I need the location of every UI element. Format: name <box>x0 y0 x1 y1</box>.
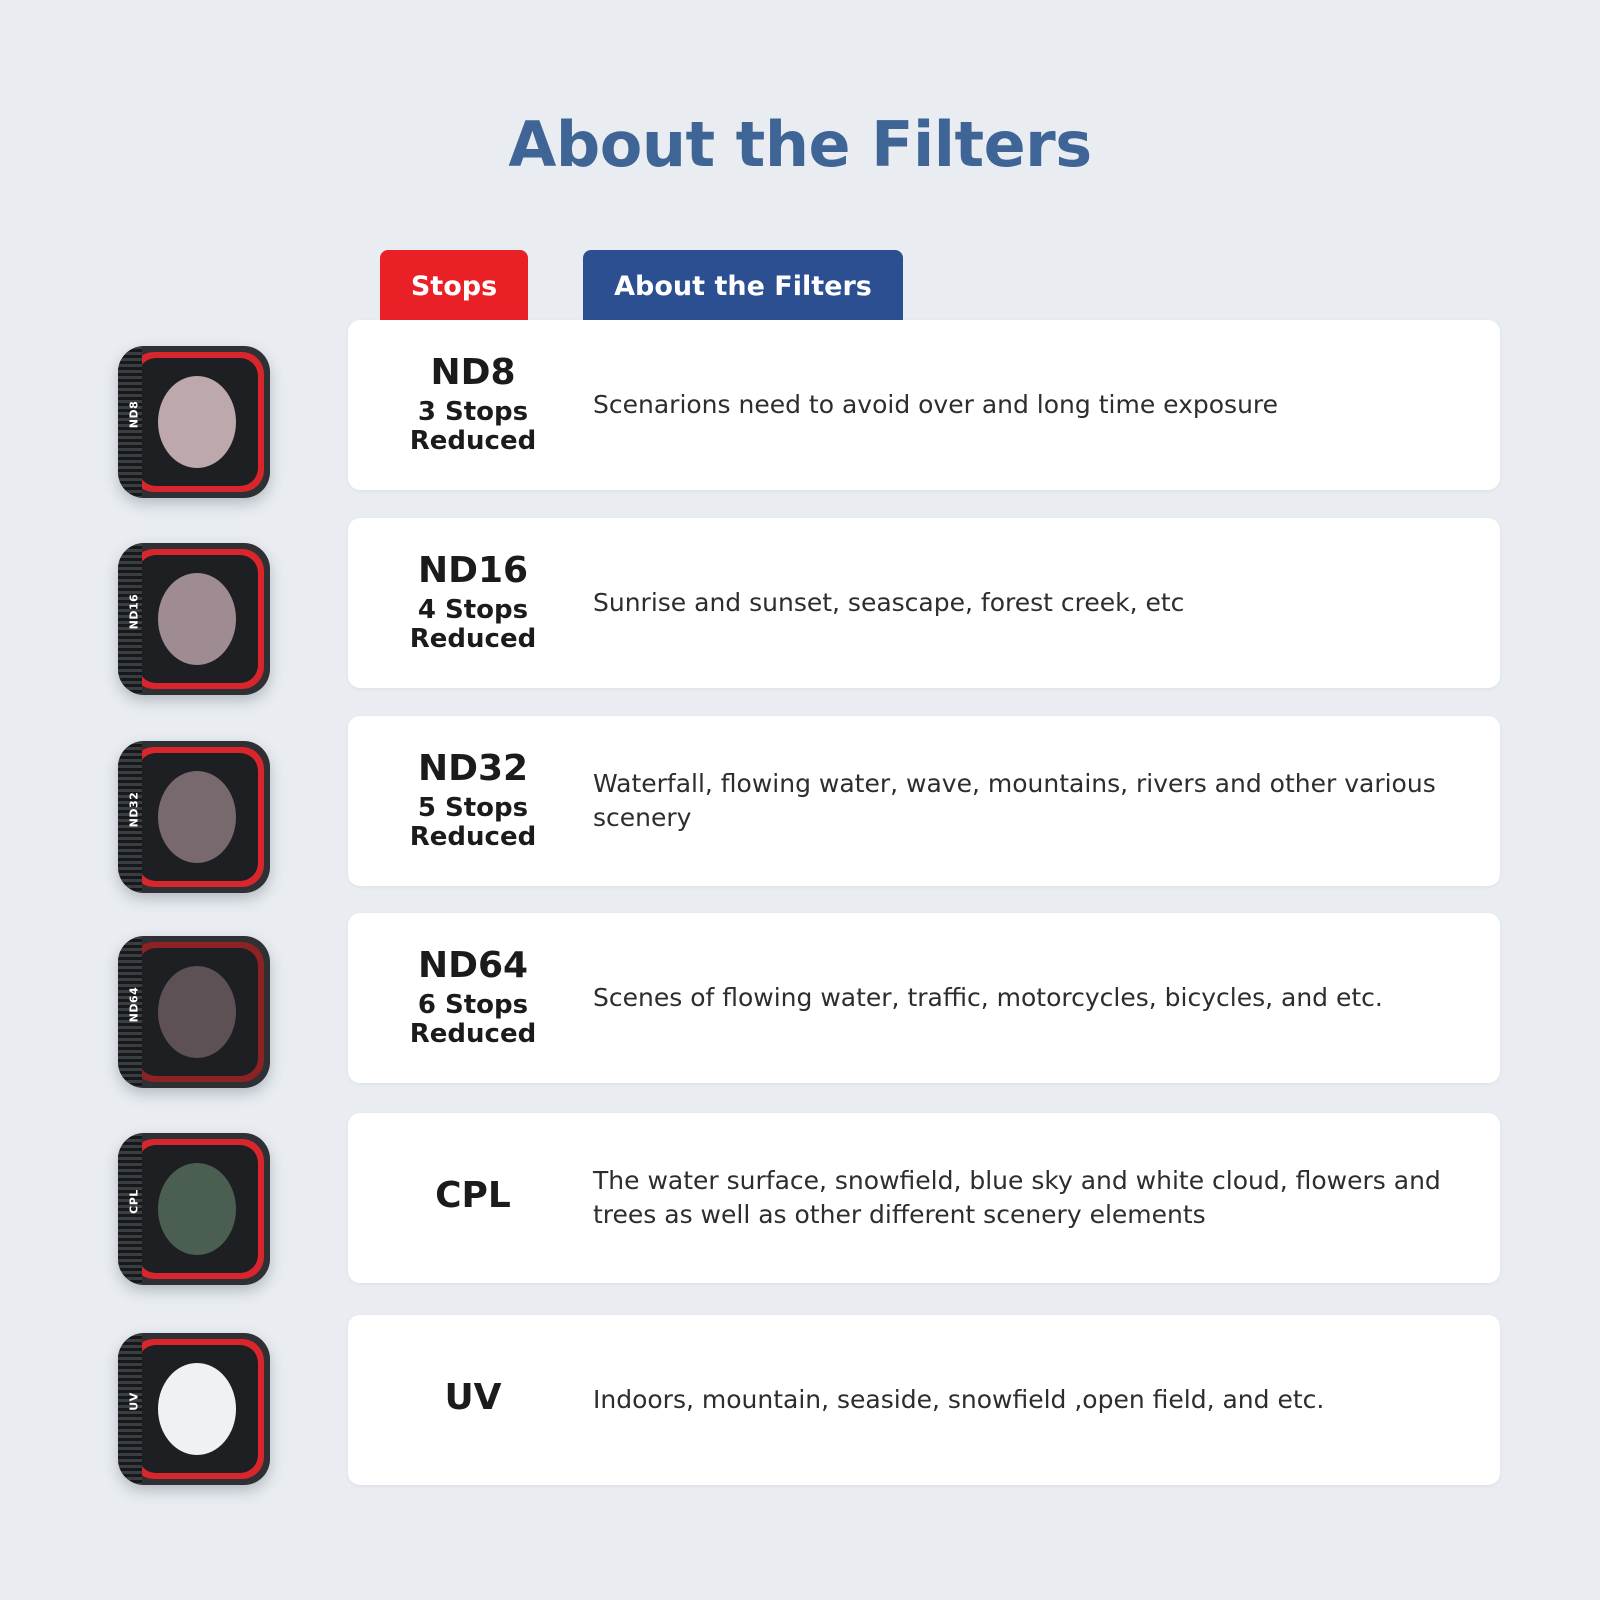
lens-body <box>118 1333 270 1485</box>
table-row <box>348 716 1500 886</box>
table-row <box>348 1113 1500 1283</box>
lens-body <box>118 346 270 498</box>
filter-stops-line1: 5 Stops <box>417 792 529 823</box>
row-description: Scenes of flowing water, traffic, motorcycles, bicycles, and etc. <box>593 983 1383 1013</box>
filter-name: CPL <box>435 1174 511 1216</box>
filter-image-nd16 <box>110 535 280 705</box>
filter-name: UV <box>444 1376 502 1418</box>
lens-label: CPL <box>127 1189 141 1214</box>
lens-label: ND8 <box>127 400 141 429</box>
table-header-about-label: About the Filters <box>614 270 872 302</box>
filter-stops-line2: Reduced <box>409 1019 537 1050</box>
lens-glass <box>158 771 236 863</box>
filter-stops-line2: Reduced <box>409 426 537 457</box>
lens-glass <box>158 966 236 1058</box>
lens-glass <box>158 573 236 665</box>
filter-name: ND32 <box>417 748 529 790</box>
lens-glass <box>158 1163 236 1255</box>
row-stops-cell <box>368 320 578 490</box>
filter-name: ND16 <box>417 550 529 592</box>
table-header-stops <box>380 250 528 322</box>
filter-image-cpl <box>110 1125 280 1295</box>
table-header-stops-label: Stops <box>410 270 498 302</box>
filter-stops-line1: 4 Stops <box>417 594 529 625</box>
filter-image-uv <box>110 1325 280 1495</box>
filter-stops <box>410 794 536 853</box>
filter-stops <box>410 596 536 655</box>
lens-body <box>118 936 270 1088</box>
row-description: Waterfall, flowing water, wave, mountains, rivers and other various scenery <box>593 769 1436 832</box>
lens-label: ND32 <box>127 791 141 828</box>
lens-label: UV <box>127 1392 141 1411</box>
table-row <box>348 320 1500 490</box>
table-row <box>348 1315 1500 1485</box>
table-row <box>348 518 1500 688</box>
row-stops-cell <box>368 716 578 886</box>
lens-body <box>118 741 270 893</box>
page-title: About the Filters <box>508 108 1092 181</box>
lens-body <box>118 543 270 695</box>
filter-name: ND64 <box>417 945 529 987</box>
table-row <box>348 913 1500 1083</box>
lens-label: ND16 <box>127 593 141 630</box>
lens-body <box>118 1133 270 1285</box>
row-stops-cell <box>368 1113 578 1283</box>
row-description: Scenarions need to avoid over and long time exposure <box>593 390 1279 420</box>
filter-stops-line1: 3 Stops <box>417 396 529 427</box>
filter-stops-line2: Reduced <box>409 822 537 853</box>
row-description: Sunrise and sunset, seascape, forest creek, etc <box>593 588 1185 618</box>
lens-glass <box>158 1363 236 1455</box>
row-description: Indoors, mountain, seaside, snowfield ,open field, and etc. <box>593 1385 1325 1415</box>
filter-stops-line2: Reduced <box>409 624 537 655</box>
row-stops-cell <box>368 518 578 688</box>
lens-glass <box>158 376 236 468</box>
row-description: The water surface, snowfield, blue sky and white cloud, flowers and trees as well as other different scenery elements <box>593 1166 1441 1229</box>
filter-stops <box>410 991 536 1050</box>
lens-label: ND64 <box>127 986 141 1023</box>
filter-stops-line1: 6 Stops <box>417 989 529 1020</box>
filter-stops <box>410 398 536 457</box>
row-stops-cell <box>368 913 578 1083</box>
row-stops-cell <box>368 1315 578 1485</box>
filter-image-nd8 <box>110 338 280 508</box>
filter-image-nd64 <box>110 928 280 1098</box>
filter-name: ND8 <box>430 352 516 394</box>
filter-image-nd32 <box>110 733 280 903</box>
table-header-about <box>583 250 903 322</box>
